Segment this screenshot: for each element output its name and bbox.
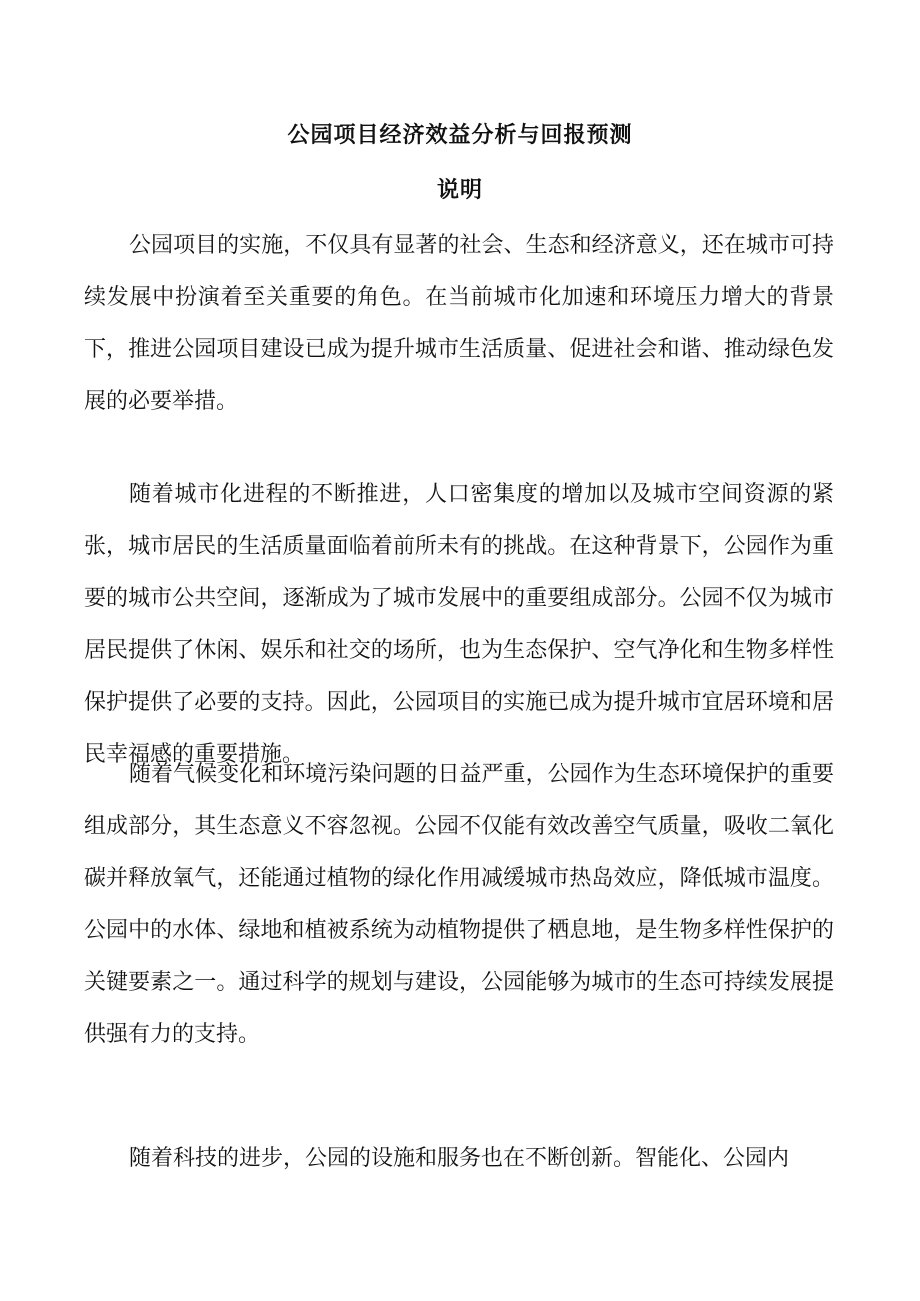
section-heading: 说明 [436, 177, 483, 203]
paragraph-2: 随着城市化进程的不断推进，人口密集度的增加以及城市空间资源的紧张，城市居民的生活质量面临着前所未有的挑战。在这种背景下，公园作为重要的城市公共空间，逐渐成为了城市发展中的重要组成部分。公园不仅为城市居民提供了休闲、娱乐和社交的场所，也为生态保护、空气净化和生物多样性保护提供了必要的支持。因此，公园项目的实施已成为提升城市宜居环境和居民幸福感的重要措施。 [84, 482, 834, 767]
paragraph-1: 公园项目的实施，不仅具有显著的社会、生态和经济意义，还在城市可持续发展中扮演着至关重要的角色。在当前城市化加速和环境压力增大的背景下，推进公园项目建设已成为提升城市生活质量、促进社会和谐、推动绿色发展的必要举措。 [84, 233, 834, 414]
document-title: 公园项目经济效益分析与回报预测 [287, 122, 633, 148]
paragraph-3: 随着气候变化和环境污染问题的日益严重，公园作为生态环境保护的重要组成部分，其生态意义不容忽视。公园不仅能有效改善空气质量，吸收二氧化碳并释放氧气，还能通过植物的绿化作用减缓城市热岛效应，降低城市温度。公园中的水体、绿地和植被系统为动植物提供了栖息地，是生物多样性保护的关键要素之一。通过科学的规划与建设，公园能够为城市的生态可持续发展提供强有力的支持。 [84, 762, 834, 1047]
paragraph-4: 随着科技的进步，公园的设施和服务也在不断创新。智能化、公园内 [129, 1146, 790, 1171]
